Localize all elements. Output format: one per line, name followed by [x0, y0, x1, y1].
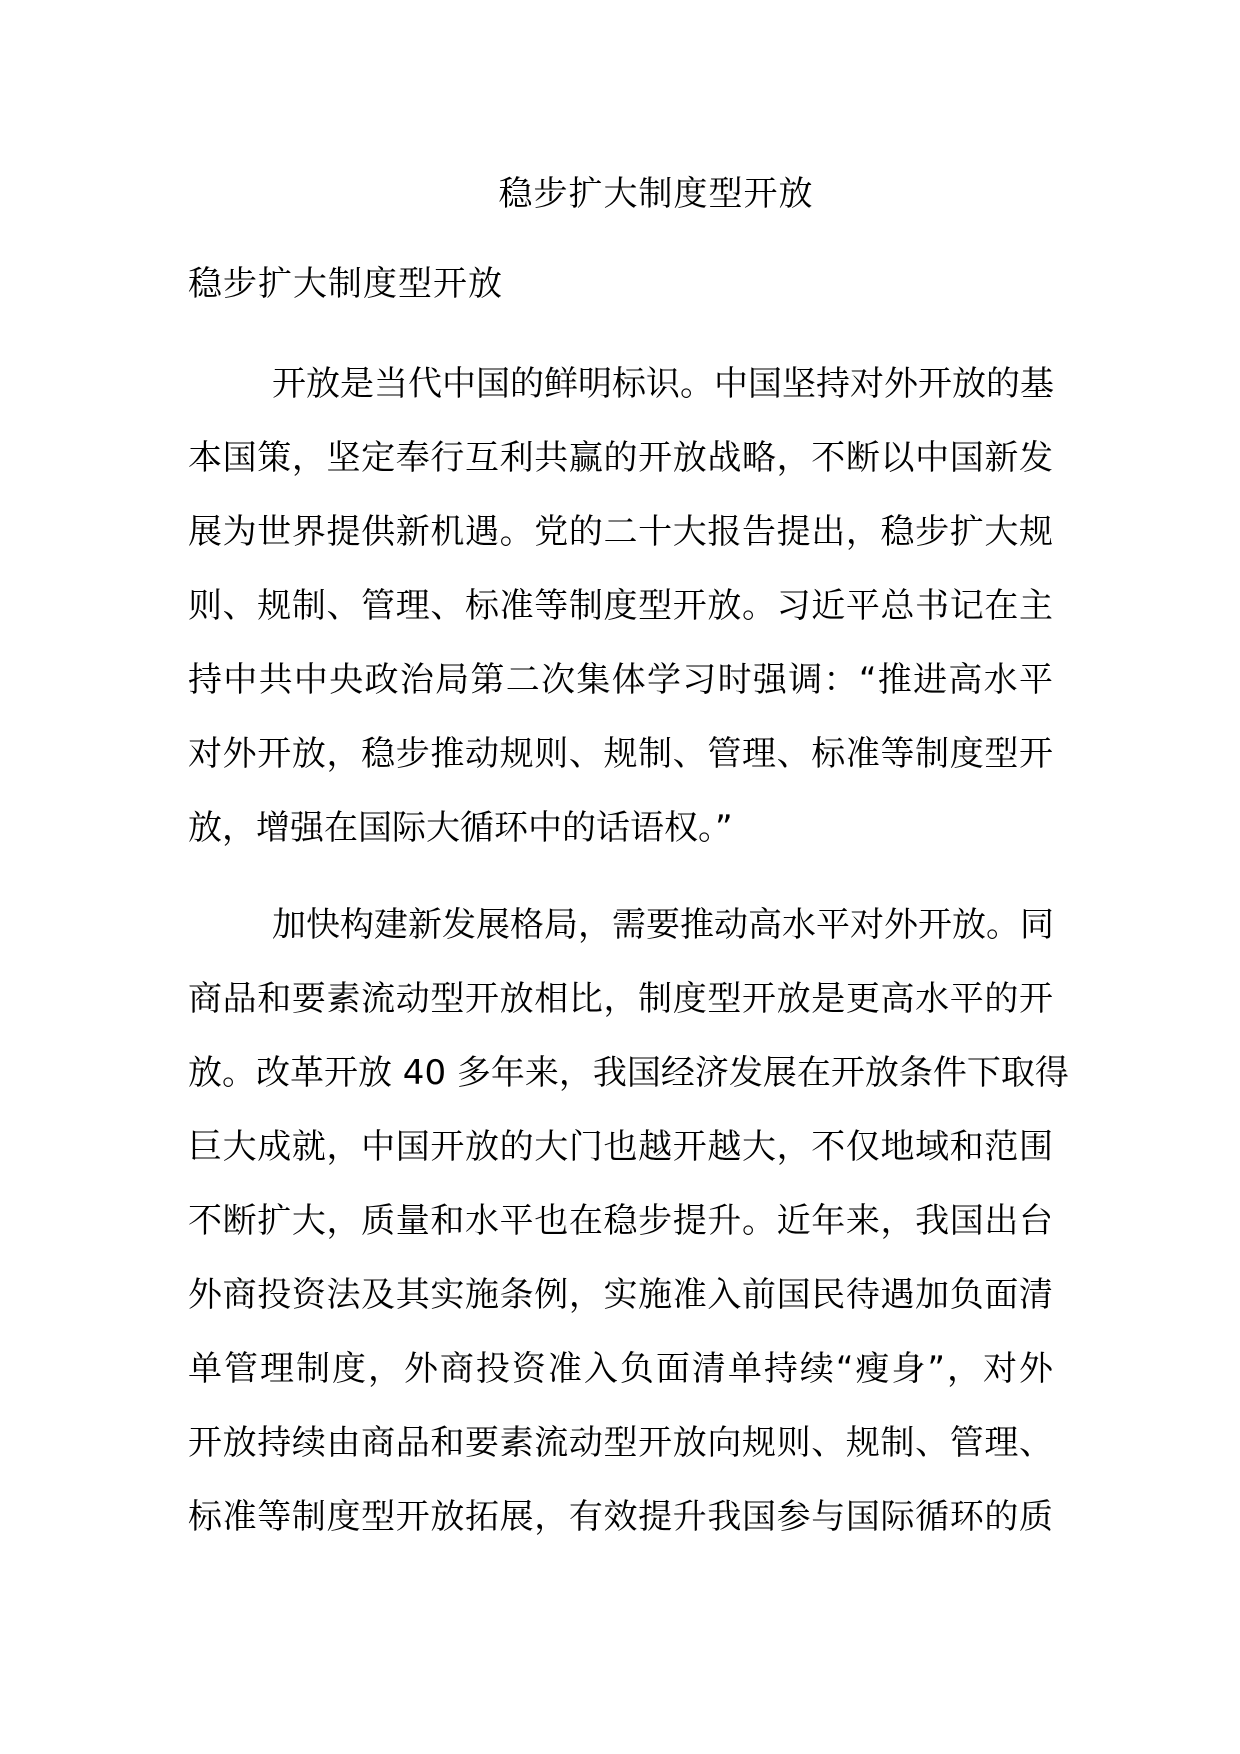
document-title: 稳步扩大制度型开放 [498, 174, 814, 214]
paragraph-line: 对外开放，稳步推动规则、规制、管理、标准等制度型开 [188, 734, 1053, 774]
paragraph-line: 巨大成就，中国开放的大门也越开越大，不仅地域和范围 [188, 1127, 1053, 1167]
paragraph-line: 外商投资法及其实施条例，实施准入前国民待遇加负面清 [188, 1275, 1053, 1315]
paragraph-line: 放，增强在国际大循环中的话语权。” [188, 808, 733, 848]
paragraph-line: 本国策，坚定奉行互利共赢的开放战略，不断以中国新发 [188, 438, 1053, 478]
paragraph-line: 则、规制、管理、标准等制度型开放。习近平总书记在主 [188, 586, 1053, 626]
paragraph-line: 不断扩大，质量和水平也在稳步提升。近年来，我国出台 [188, 1201, 1053, 1241]
paragraph-line: 展为世界提供新机遇。党的二十大报告提出，稳步扩大规 [188, 512, 1053, 552]
paragraph-line: 加快构建新发展格局，需要推动高水平对外开放。同 [272, 905, 1054, 945]
paragraph-line: 商品和要素流动型开放相比，制度型开放是更高水平的开 [188, 979, 1053, 1019]
paragraph-1 [188, 347, 1053, 865]
paragraph-line: 放。改革开放 40 多年来，我国经济发展在开放条件下取得 [188, 1053, 1069, 1093]
document-subtitle: 稳步扩大制度型开放 [188, 264, 503, 304]
paragraph-line: 标准等制度型开放拓展，有效提升我国参与国际循环的质 [188, 1497, 1053, 1537]
paragraph-line: 开放持续由商品和要素流动型开放向规则、规制、管理、 [188, 1423, 1053, 1463]
paragraph-line: 持中共中央政治局第二次集体学习时强调：“推进高水平 [188, 660, 1053, 700]
paragraph-line: 单管理制度，外商投资准入负面清单持续“瘦身”，对外 [188, 1349, 1053, 1389]
paragraph-line: 开放是当代中国的鲜明标识。中国坚持对外开放的基 [272, 364, 1054, 404]
paragraph-2 [188, 888, 1069, 1554]
